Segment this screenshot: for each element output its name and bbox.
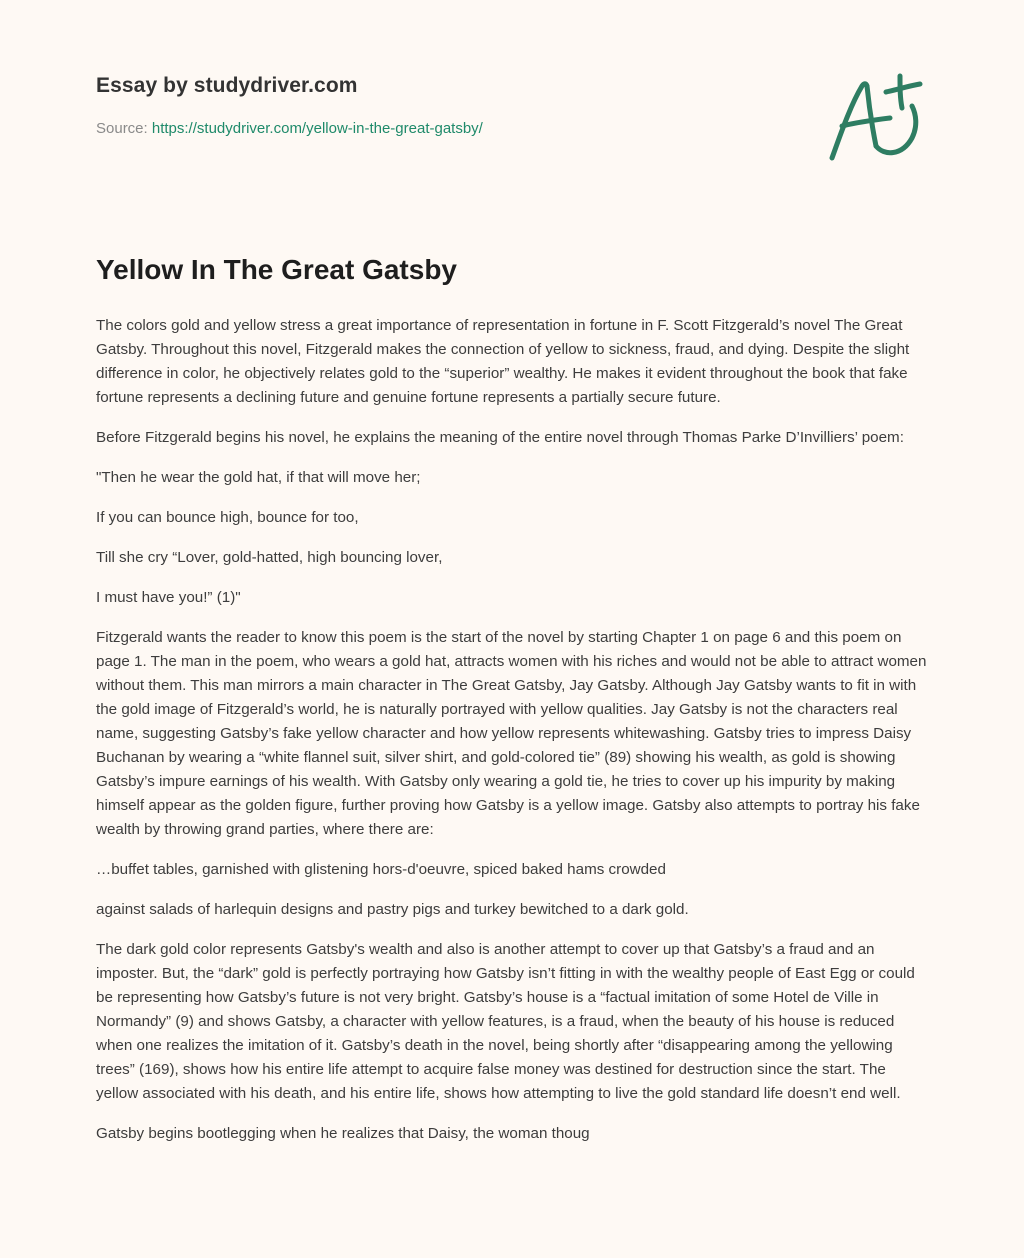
quote-line: against salads of harlequin designs and pastry pigs and turkey bewitched to a dark gold.	[96, 901, 689, 918]
quote-line: …buffet tables, garnished with glistening hors-d'oeuvre, spiced baked hams crowded	[96, 861, 666, 878]
poem-line: I must have you!” (1)"	[96, 589, 241, 606]
source-link[interactable]: https://studydriver.com/yellow-in-the-great-gatsby/	[151, 120, 483, 137]
essay-paragraph: The colors gold and yellow stress a great importance of representation in fortune in F. Scott Fitzgerald’s novel The Great Gatsby. Throughout this novel, Fitzgerald makes the connection of yellow to sickness, fraud, and dying. Despite the slight difference in color, he objectively relates gold to the “superior” wealthy. He makes it evident throughout the book that fake fortune represents a declining future and genuine fortune represents a partially secure future.	[96, 317, 910, 406]
page-header	[96, 74, 796, 137]
poem-line: Till she cry “Lover, gold-hatted, high bouncing lover,	[96, 549, 443, 566]
site-title: Essay by studydriver.com	[96, 74, 358, 97]
a-plus-grade-icon	[820, 66, 930, 166]
essay-title: Yellow In The Great Gatsby	[96, 254, 457, 285]
poem-line: If you can bounce high, bounce for too,	[96, 509, 359, 526]
essay-paragraph-truncated: Gatsby begins bootlegging when he realizes that Daisy, the woman thoug	[96, 1125, 590, 1142]
essay-paragraph: The dark gold color represents Gatsby's wealth and also is another attempt to cover up that Gatsby’s a fraud and an imposter. But, the “dark” gold is perfectly portraying how Gatsby isn’t fitting in with the wealthy people of East Egg or could be representing how Gatsby’s future is not very bright. Gatsby’s house is a “factual imitation of some Hotel de Ville in Normandy” (9) and shows Gatsby, a character with yellow features, is a fraud, when the beauty of his house is reduced when one realizes the imitation of it. Gatsby’s death in the novel, being shortly after “disappearing among the yellowing trees” (169), shows how his entire life attempt to acquire false money was destined for destruction since the start. The yellow associated with his death, and his entire life, shows how attempting to live the gold standard life doesn’t end well.	[96, 941, 915, 1102]
essay-paragraph: Fitzgerald wants the reader to know this poem is the start of the novel by starting Chapter 1 on page 6 and this poem on page 1. The man in the poem, who wears a gold hat, attracts women with his riches and would not be able to attract women without them. This man mirrors a main character in The Great Gatsby, Jay Gatsby. Although Jay Gatsby wants to fit in with the gold image of Fitzgerald’s world, he is naturally portrayed with yellow qualities. Jay Gatsby is not the characters real name, suggesting Gatsby’s fake yellow character and how yellow represents whitewashing. Gatsby tries to impress Daisy Buchanan by wearing a “white flannel suit, silver shirt, and gold-colored tie” (89) showing his wealth, as gold is showing Gatsby’s impure earnings of his wealth. With Gatsby only wearing a gold tie, he tries to cover up his impurity by making himself appear as the golden figure, further proving how Gatsby is a yellow image. Gatsby also attempts to portray his fake wealth by throwing grand parties, where there are:	[96, 629, 927, 838]
source-line	[96, 120, 796, 137]
essay-paragraph: Before Fitzgerald begins his novel, he explains the meaning of the entire novel through Thomas Parke D’Invilliers’ poem:	[96, 429, 904, 446]
essay-body	[96, 314, 932, 1162]
source-label: Source:	[96, 120, 148, 137]
poem-line: "Then he wear the gold hat, if that will move her;	[96, 469, 421, 486]
